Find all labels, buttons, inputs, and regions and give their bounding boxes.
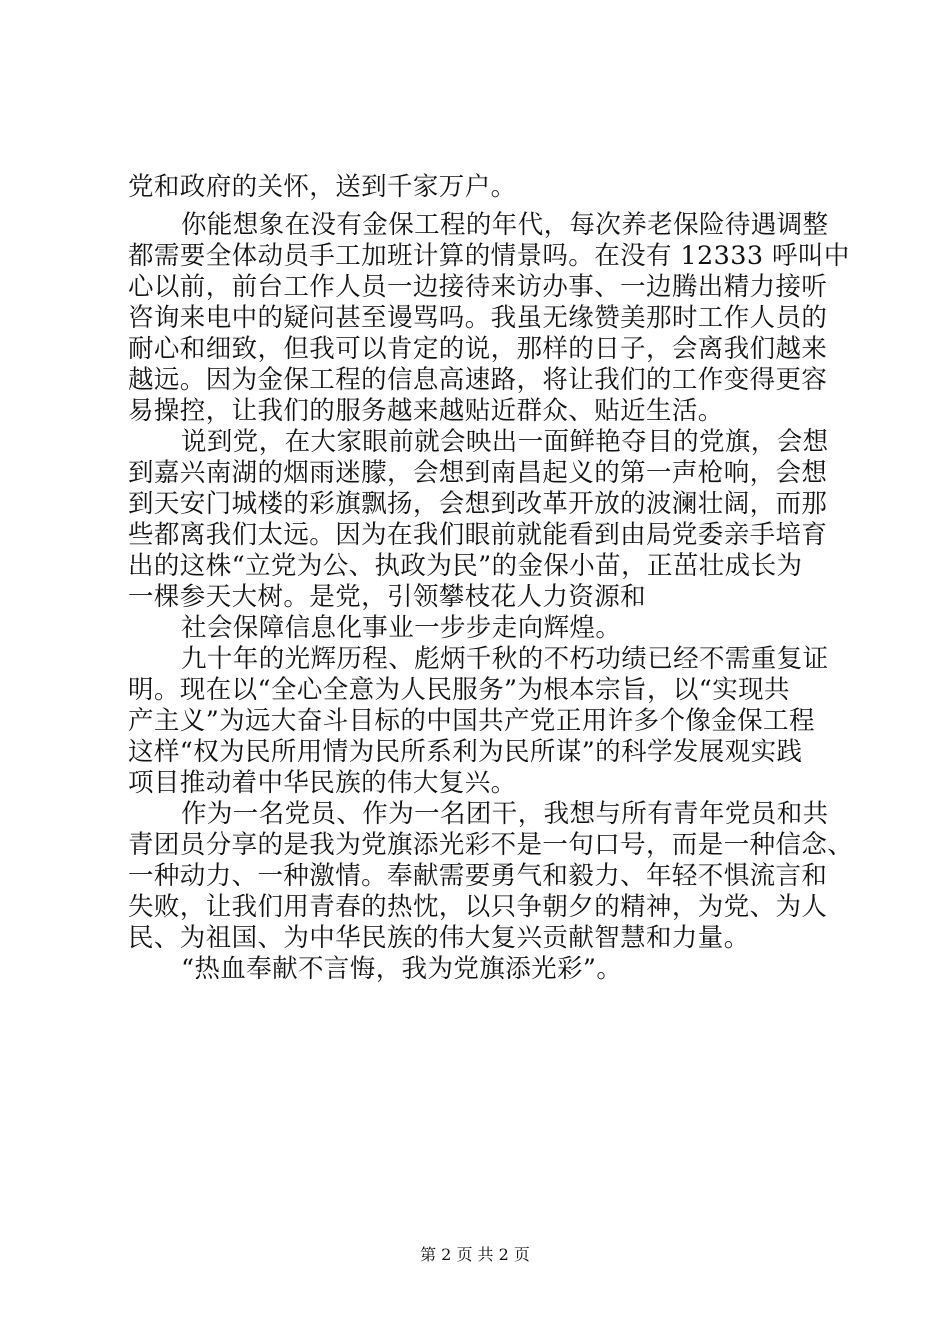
paragraph-start-line: 社会保障信息化事业一步步走向辉煌。 [181, 613, 622, 643]
text-line: 党和政府的关怀，送到千家万户。 [128, 172, 517, 202]
text-line: 些都离我们太远。因为在我们眼前就能看到由局党委亲手培育 [128, 520, 828, 550]
text-line: 出的这株“立党为公、执政为民”的金保小苗，正茁壮成长为 [128, 551, 803, 581]
text-line: 都需要全体动员手工加班计算的情景吗。在没有 12333 呼叫中 [128, 241, 850, 271]
text-line: 咨询来电中的疑问甚至谩骂吗。我虽无缘赞美那时工作人员的 [128, 303, 828, 333]
text-line: 这样“权为民所用情为民所系利为民所谋”的科学发展观实践 [128, 737, 803, 767]
paragraph-start-line: “热血奉献不言悔，我为党旗添光彩”。 [181, 954, 623, 984]
text-line: 明。现在以“全心全意为人民服务”为根本宗旨，以“实现共 [128, 675, 790, 705]
text-line: 耐心和细致，但我可以肯定的说，那样的日子，会离我们越来 [128, 334, 828, 364]
text-line: 产主义”为远大奋斗目标的中国共产党正用许多个像金保工程 [128, 706, 815, 736]
paragraph-start-line: 作为一名党员、作为一名团干，我想与所有青年党员和共 [181, 799, 829, 829]
text-line: 民、为祖国、为中华民族的伟大复兴贡献智慧和力量。 [128, 923, 750, 953]
page-number-footer: 第 2 页 共 2 页 [420, 1245, 530, 1264]
paragraph-start-line: 九十年的光辉历程、彪炳千秋的不朽功绩已经不需重复证 [181, 644, 829, 674]
text-line: 到天安门城楼的彩旗飘扬，会想到改革开放的波澜壮阔，而那 [128, 489, 828, 519]
text-line: 心以前，前台工作人员一边接待来访办事、一边腾出精力接听 [128, 272, 828, 302]
text-line: 一种动力、一种激情。奉献需要勇气和毅力、年轻不惧流言和 [128, 861, 828, 891]
text-line: 失败，让我们用青春的热忱，以只争朝夕的精神，为党、为人 [128, 892, 828, 922]
text-line: 青团员分享的是我为党旗添光彩不是一句口号，而是一种信念、 [128, 830, 854, 860]
text-line: 到嘉兴南湖的烟雨迷朦，会想到南昌起义的第一声枪响，会想 [128, 458, 828, 488]
paragraph-start-line: 说到党，在大家眼前就会映出一面鲜艳夺目的党旗，会想 [181, 427, 829, 457]
text-line: 越远。因为金保工程的信息高速路，将让我们的工作变得更容 [128, 365, 828, 395]
text-line: 项目推动着中华民族的伟大复兴。 [128, 768, 517, 798]
paragraph-start-line: 你能想象在没有金保工程的年代，每次养老保险待遇调整 [181, 210, 829, 240]
text-line: 一棵参天大树。是党，引领攀枝花人力资源和 [128, 582, 647, 612]
text-line: 易操控，让我们的服务越来越贴近群众、贴近生活。 [128, 396, 724, 426]
